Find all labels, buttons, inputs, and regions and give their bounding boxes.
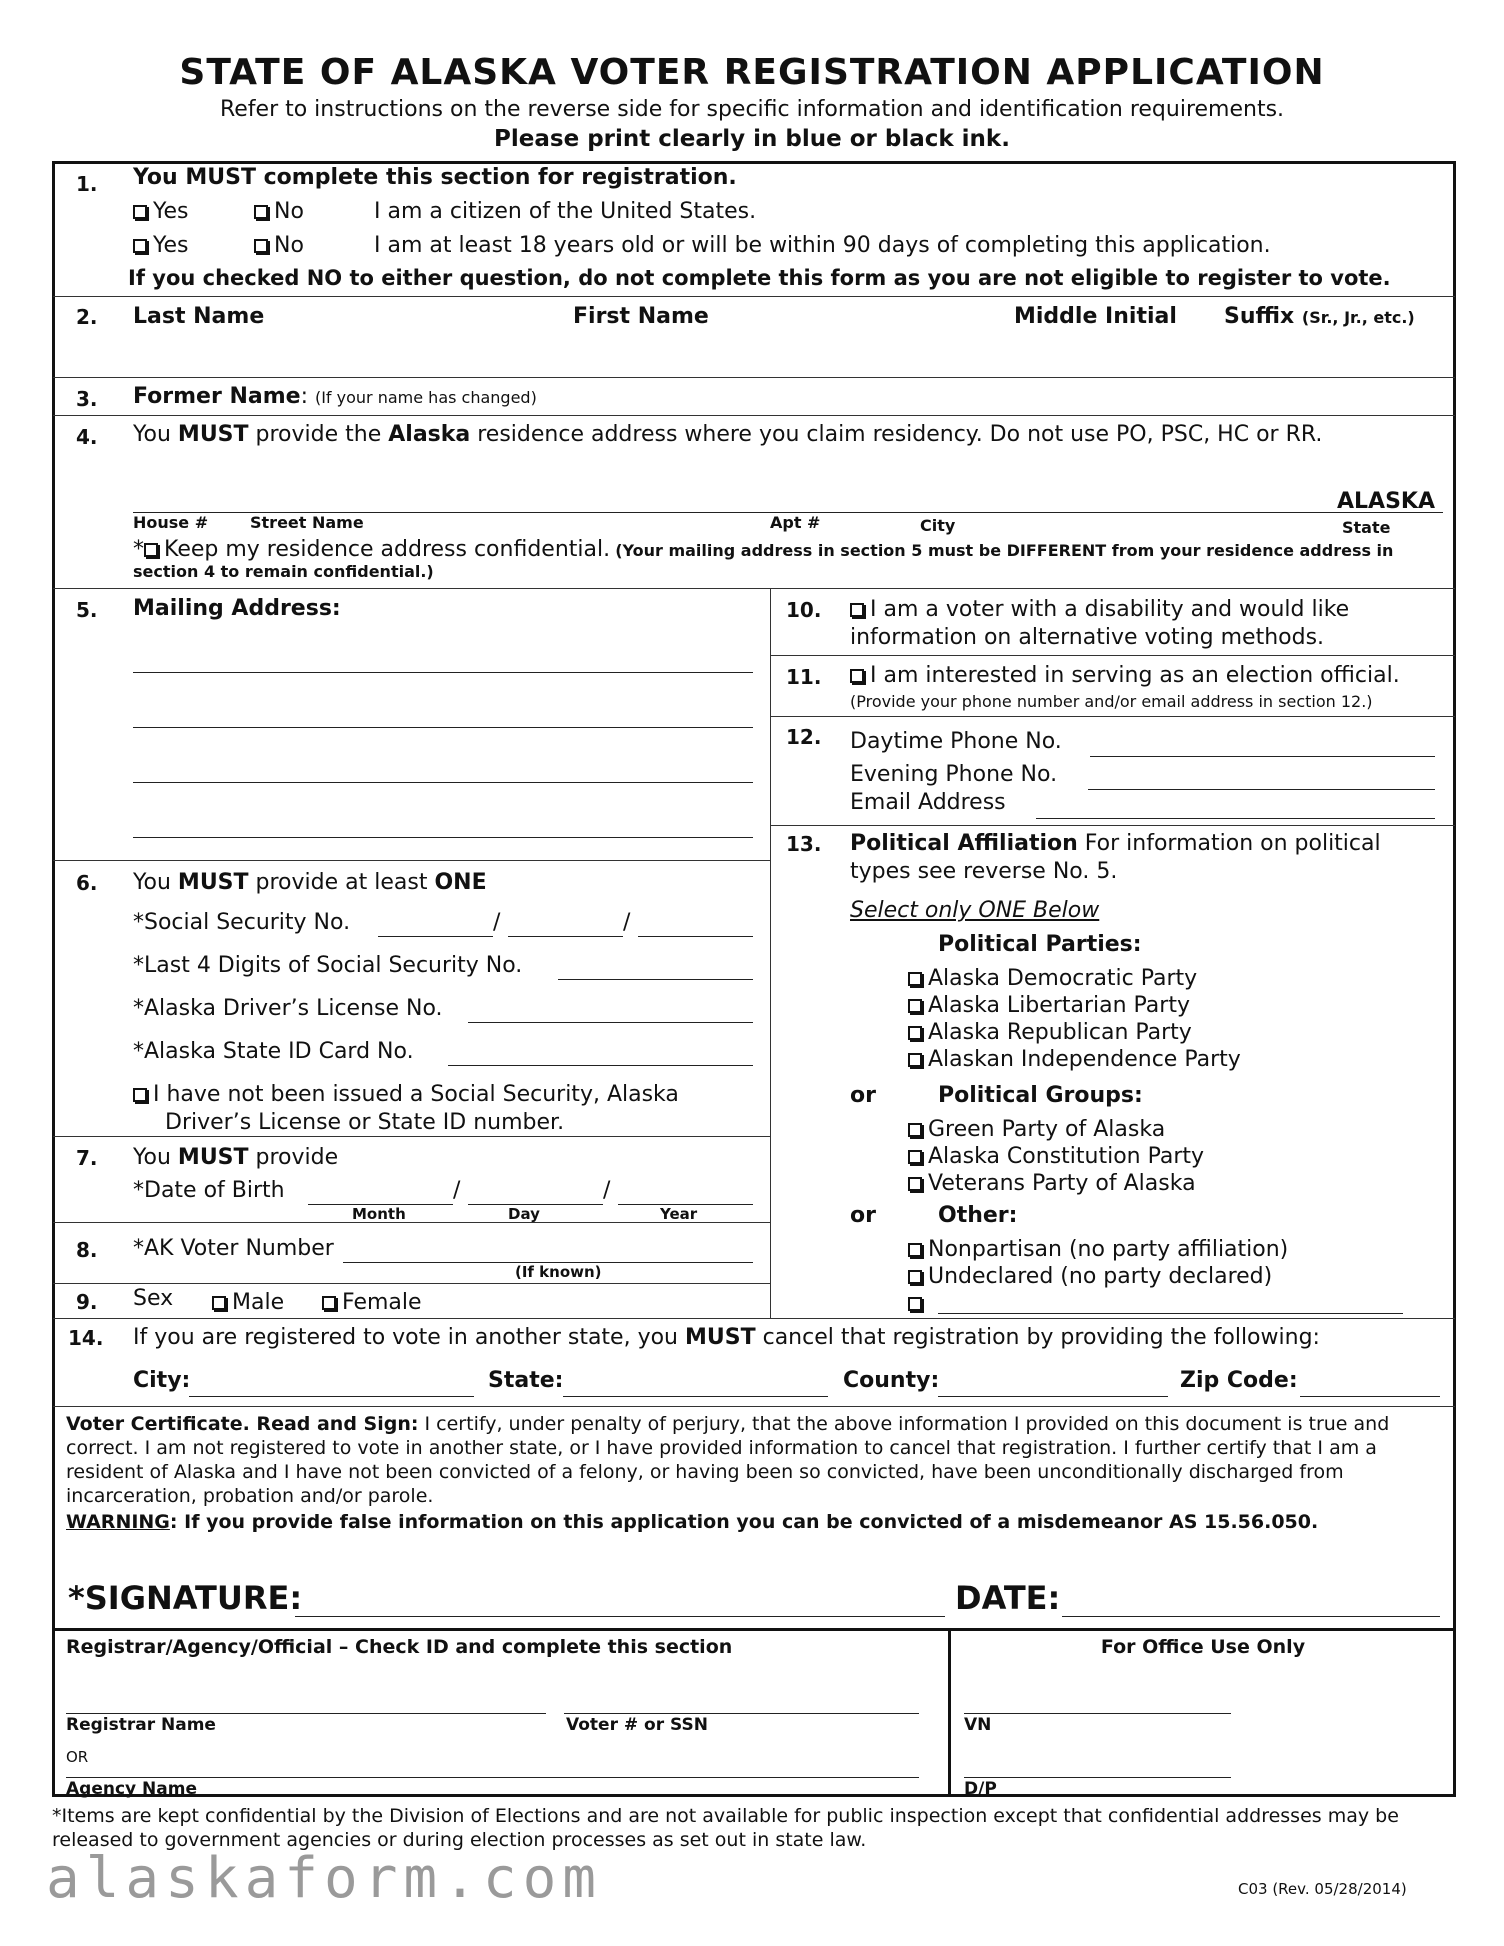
signature-label: *SIGNATURE: (68, 1579, 303, 1617)
dp-label: D/P (964, 1779, 997, 1799)
male-option[interactable]: Male (212, 1290, 284, 1315)
group-option[interactable]: Green Party of Alaska (908, 1116, 1204, 1143)
section-1-title: You MUST complete this section for registration. (133, 165, 737, 190)
voter-certificate: Voter Certificate. Read and Sign: I certify, under penalty of perjury, that the above information I provided on this document is true and correct. I am not registered to vote in another state, or I have provided information to cancel that registration. I further certify that I am a resident of Alaska and I have not been convicted of a felony, or having been so convicted, have been unconditionally discharged from incarceration, probation and/or parole. (66, 1413, 1390, 1507)
city-label: City (920, 516, 956, 535)
checkbox-icon[interactable] (908, 1053, 922, 1067)
checkbox-icon[interactable] (908, 999, 922, 1013)
watermark: alaskaform.com (46, 1846, 603, 1911)
group-option[interactable]: Alaska Constitution Party (908, 1143, 1204, 1170)
checkbox-icon[interactable] (908, 1150, 922, 1164)
checkbox-icon[interactable] (133, 1088, 147, 1102)
email-label: Email Address (850, 790, 1006, 815)
section-7-number: 7. (76, 1146, 98, 1170)
last-name-label: Last Name (133, 304, 265, 329)
checkbox-icon[interactable] (908, 972, 922, 986)
section-13-number: 13. (786, 832, 822, 856)
party-option[interactable]: Alaska Democratic Party (908, 965, 1241, 992)
checkbox-icon[interactable] (212, 1296, 226, 1310)
checkbox-icon[interactable] (144, 543, 158, 557)
registrar-name-input[interactable] (66, 1713, 546, 1714)
voter-ssn-input[interactable] (564, 1713, 919, 1714)
suffix-label: Suffix (Sr., Jr., etc.) (1224, 304, 1415, 329)
section-14-number: 14. (68, 1326, 104, 1350)
office-use-title: For Office Use Only (1100, 1636, 1306, 1658)
registrar-section-title: Registrar/Agency/Official – Check ID and complete this section (66, 1636, 733, 1658)
mailing-line-2[interactable] (133, 727, 753, 728)
former-name-label: Former Name: (If your name has changed) (133, 384, 537, 409)
or-label: or (850, 1083, 876, 1108)
groups-list (908, 1116, 1204, 1197)
house-number-label: House # (133, 513, 209, 532)
section-3-number: 3. (76, 387, 98, 411)
ssn-last4-input[interactable] (558, 979, 753, 980)
section-4-number: 4. (76, 425, 98, 449)
street-name-label: Street Name (250, 513, 364, 532)
parties-list (908, 965, 1241, 1073)
election-official-note: (Provide your phone number and/or email address in section 12.) (850, 692, 1373, 711)
state-id-input[interactable] (448, 1065, 753, 1066)
daytime-phone-input[interactable] (1090, 756, 1435, 757)
checkbox-icon[interactable] (908, 1026, 922, 1040)
age-yes-option[interactable]: Yes (133, 233, 189, 258)
sex-label: Sex (133, 1286, 174, 1311)
party-option[interactable]: Alaskan Independence Party (908, 1046, 1241, 1073)
ssn-part-1[interactable] (378, 936, 493, 937)
disability-option[interactable]: I am a voter with a disability and would like information on alternative voting methods. (850, 597, 1350, 650)
section-11-number: 11. (786, 665, 822, 689)
mailing-address-label: Mailing Address: (133, 596, 341, 621)
ssn-last4-label: *Last 4 Digits of Social Security No. (133, 953, 523, 978)
day-label: Day (508, 1205, 540, 1223)
residence-address-input[interactable] (133, 455, 1443, 510)
name-input-area[interactable] (120, 330, 1440, 370)
eligibility-note: If you checked NO to either question, do not complete this form as you are not eligible to register to vote. (128, 266, 1391, 290)
middle-initial-label: Middle Initial (1014, 304, 1177, 329)
or-label: or (850, 1203, 876, 1228)
agency-name-input[interactable] (66, 1777, 919, 1778)
group-option[interactable]: Veterans Party of Alaska (908, 1170, 1204, 1197)
state-value: ALASKA (1337, 489, 1435, 514)
ssn-label: *Social Security No. (133, 910, 351, 935)
other-state-label: State: (488, 1368, 564, 1393)
dob-requirement: You MUST provide (133, 1145, 339, 1170)
voter-ssn-label: Voter # or SSN (566, 1715, 708, 1735)
residence-instruction: You MUST provide the Alaska residence address where you claim residency. Do not use PO, PSC, HC or RR. (133, 422, 1323, 447)
party-option[interactable]: Alaska Libertarian Party (908, 992, 1241, 1019)
dob-label: *Date of Birth (133, 1178, 285, 1203)
other-zip-label: Zip Code: (1180, 1368, 1298, 1393)
vn-label: VN (964, 1715, 992, 1735)
section-6-number: 6. (76, 871, 98, 895)
apt-label: Apt # (770, 513, 821, 532)
or-label: OR (66, 1748, 89, 1766)
citizen-question: I am a citizen of the United States. (374, 199, 757, 224)
first-name-label: First Name (573, 304, 709, 329)
month-label: Month (352, 1205, 406, 1223)
other-state-input[interactable] (563, 1396, 828, 1397)
party-option[interactable]: Alaska Republican Party (908, 1019, 1241, 1046)
section-10-number: 10. (786, 598, 822, 622)
checkbox-icon[interactable] (908, 1243, 922, 1257)
age-no-option[interactable]: No (254, 233, 304, 258)
form-title: STATE OF ALASKA VOTER REGISTRATION APPLICATION (179, 52, 1325, 93)
other-list (908, 1236, 1288, 1317)
voter-number-note: (If known) (515, 1263, 602, 1281)
other-county-input[interactable] (938, 1396, 1168, 1397)
year-label: Year (660, 1205, 698, 1223)
state-label: State (1342, 518, 1391, 537)
revision-code: C03 (Rev. 05/28/2014) (1238, 1880, 1407, 1898)
checkbox-icon[interactable] (850, 603, 864, 617)
section-8-number: 8. (76, 1238, 98, 1262)
other-option[interactable]: Undeclared (no party declared) (908, 1263, 1288, 1290)
political-groups-heading: Political Groups: (938, 1083, 1143, 1108)
checkbox-icon[interactable] (908, 1123, 922, 1137)
evening-phone-input[interactable] (1088, 789, 1435, 790)
section-9-number: 9. (76, 1290, 98, 1314)
checkbox-icon[interactable] (850, 669, 864, 683)
other-county-label: County: (843, 1368, 940, 1393)
section-1-number: 1. (76, 172, 98, 196)
daytime-phone-label: Daytime Phone No. (850, 729, 1062, 754)
other-zip-input[interactable] (1300, 1396, 1440, 1397)
political-parties-heading: Political Parties: (938, 932, 1142, 957)
citizen-yes-option[interactable]: Yes (133, 199, 189, 224)
citizen-no-option[interactable]: No (254, 199, 304, 224)
other-write-in-input[interactable] (938, 1313, 1403, 1314)
ssn-part-3[interactable] (638, 936, 753, 937)
state-id-label: *Alaska State ID Card No. (133, 1039, 414, 1064)
checkbox-icon[interactable] (254, 239, 268, 253)
section-12-number: 12. (786, 725, 822, 749)
dp-input[interactable] (964, 1777, 1231, 1778)
other-city-label: City: (133, 1368, 191, 1393)
id-requirement: You MUST provide at least ONE (133, 870, 487, 895)
warning-text: WARNING: If you provide false information on this application you can be convicted of a misdemeanor AS 15.56.050. (66, 1511, 1319, 1533)
checkbox-icon[interactable] (322, 1296, 336, 1310)
select-one-note: Select only ONE Below (850, 898, 1100, 923)
other-option[interactable]: Nonpartisan (no party affiliation) (908, 1236, 1288, 1263)
political-affiliation-heading: Political Affiliation For information on political types see reverse No. 5. (850, 831, 1381, 884)
mailing-line-3[interactable] (133, 782, 753, 783)
drivers-license-label: *Alaska Driver’s License No. (133, 996, 443, 1021)
date-input[interactable] (1062, 1616, 1440, 1617)
no-id-option[interactable]: I have not been issued a Social Security, Alaska Driver’s License or State ID number. (133, 1081, 679, 1137)
checkbox-icon[interactable] (908, 1177, 922, 1191)
other-state-instruction: If you are registered to vote in another state, you MUST cancel that registration by providing the following: (133, 1325, 1320, 1350)
checkbox-icon[interactable] (254, 205, 268, 219)
election-official-option[interactable]: I am interested in serving as an election official. (850, 663, 1400, 688)
vn-input[interactable] (964, 1713, 1231, 1714)
registrar-name-label: Registrar Name (66, 1715, 216, 1735)
date-label: DATE: (955, 1579, 1061, 1617)
agency-name-label: Agency Name (66, 1779, 197, 1799)
print-instruction: Please print clearly in blue or black ink. (494, 126, 1010, 152)
other-heading: Other: (938, 1203, 1018, 1228)
email-input[interactable] (1036, 818, 1435, 819)
former-name-input[interactable] (580, 382, 1440, 412)
ssn-part-2[interactable] (508, 936, 623, 937)
checkbox-icon[interactable] (133, 239, 147, 253)
section-5-number: 5. (76, 598, 98, 622)
mailing-line-4[interactable] (133, 837, 753, 838)
confidentiality-note: *Items are kept confidential by the Division of Elections and are not available for public inspection except that confidential addresses may be released to government agencies or during election processes as set out in state law. (52, 1805, 1399, 1851)
female-option[interactable]: Female (322, 1290, 422, 1315)
signature-input[interactable] (295, 1616, 945, 1617)
section-2-number: 2. (76, 305, 98, 329)
voter-number-label: *AK Voter Number (133, 1236, 334, 1261)
checkbox-icon[interactable] (908, 1297, 922, 1311)
form-subtitle: Refer to instructions on the reverse side for specific information and identification requirements. (219, 97, 1285, 122)
evening-phone-label: Evening Phone No. (850, 762, 1058, 787)
checkbox-icon[interactable] (133, 205, 147, 219)
drivers-license-input[interactable] (468, 1022, 753, 1023)
mailing-line-1[interactable] (133, 672, 753, 673)
other-city-input[interactable] (189, 1396, 474, 1397)
confidential-option[interactable]: * Keep my residence address confidential. (Your mailing address in section 5 must be DIFFERENT from your residence address in section 4 to remain confidential.) (133, 537, 1394, 581)
age-question: I am at least 18 years old or will be within 90 days of completing this application. (374, 233, 1271, 258)
checkbox-icon[interactable] (908, 1270, 922, 1284)
